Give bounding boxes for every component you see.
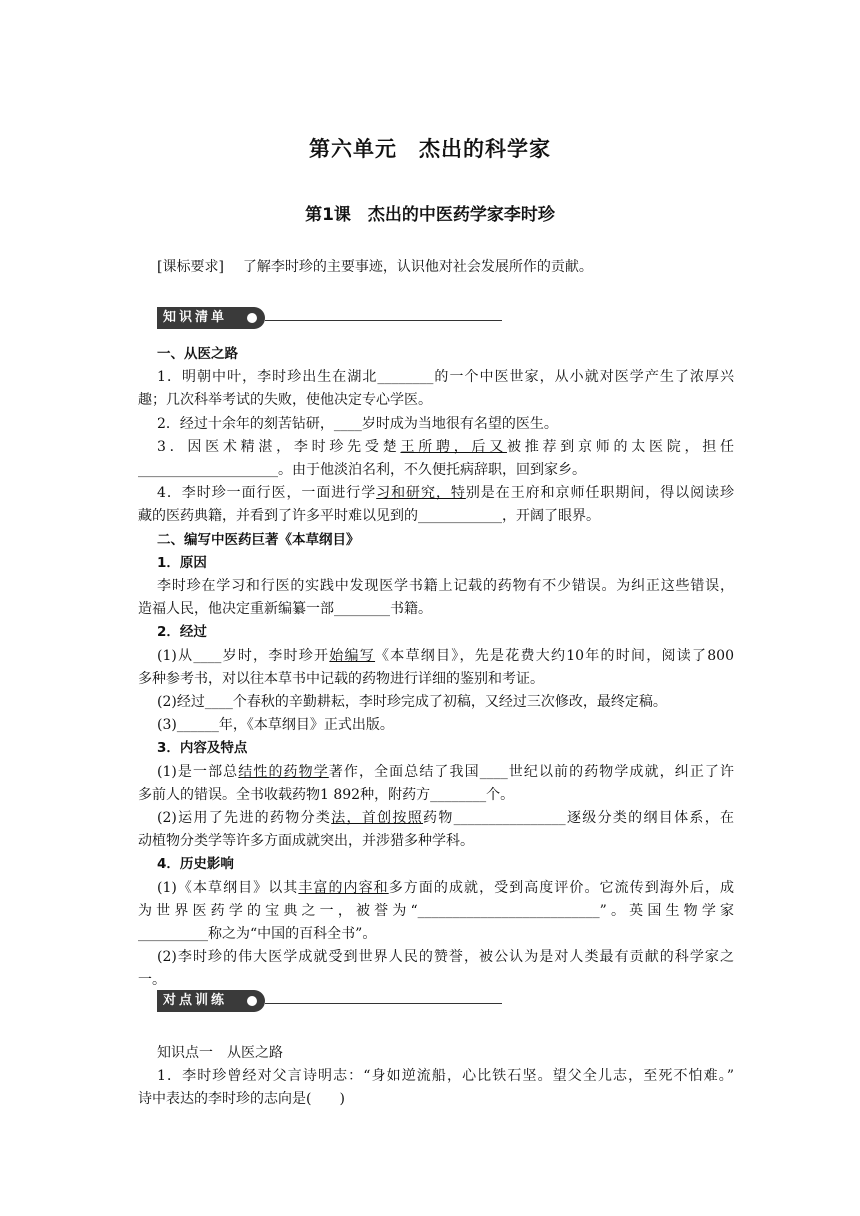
underlined-text: 王所聘，后又 xyxy=(400,438,507,455)
practice-content xyxy=(138,1042,734,1112)
paragraph-line xyxy=(138,761,734,784)
bullet-dot-icon xyxy=(247,313,257,323)
paragraph-line: (2)李时珍的伟大医学成就受到世界人民的赞誉，被公认为是对人类最有贡献的科学家之 xyxy=(157,949,734,966)
paragraph-line: 李时珍在学习和行医的实践中发现医学书籍上记载的药物有不少错误。为纠正这些错误， xyxy=(157,578,734,595)
paragraph-line: (2)经过____个春秋的辛勤耕耘，李时珍完成了初稿，又经过三次修改，最终定稿。 xyxy=(157,694,667,711)
paragraph-line: 多前人的错误。全书收载药物1 892种，附药方________个。 xyxy=(138,786,515,803)
underlined-text: 始编写 xyxy=(329,647,376,664)
text-run: (1)是一部总 xyxy=(157,763,239,780)
text-run: (1)从____岁时，李时珍开 xyxy=(157,647,330,664)
text-run: 《本草纲目》，先是花费大约10年的时间，阅读了800 xyxy=(375,647,734,664)
paragraph-line: 一。 xyxy=(138,972,166,989)
text-run: (1)《本草纲目》以其 xyxy=(157,879,299,896)
banner-label: 知识清单 xyxy=(157,307,265,329)
section-heading: 一、从医之路 xyxy=(157,346,238,362)
underlined-text: 结性的药物学 xyxy=(238,763,329,780)
paragraph-line: 1．明朝中叶，李时珍出生在湖北________的一个中医世家，从小就对医学产生了浓厚兴 xyxy=(157,369,734,386)
paragraph-line xyxy=(138,482,734,505)
text-run: 被推荐到京师的太医院，担任 xyxy=(506,438,734,455)
question-line: 诗中表达的李时珍的志向是( ) xyxy=(138,1091,345,1108)
text-run: 著作，全面总结了我国____世纪以前的药物学成就，纠正了许 xyxy=(328,763,735,780)
paragraph-line: 2．经过十余年的刻苦钻研，____岁时成为当地很有名望的医生。 xyxy=(157,415,558,432)
knowledge-content xyxy=(138,343,734,993)
text-run: 多方面的成就，受到高度评价。它流传到海外后，成 xyxy=(388,879,734,896)
curriculum-requirement xyxy=(157,256,593,276)
text-run: (2)运用了先进的药物分类 xyxy=(157,810,332,827)
paragraph-line: ____________________。由于他淡泊名利，不久便托病辞职，回到家乡。 xyxy=(138,462,586,479)
paragraph-line: (3)______年，《本草纲目》正式出版。 xyxy=(157,717,394,734)
underlined-text: 习和研究，特 xyxy=(376,485,466,502)
subsection-title: 3．内容及特点 xyxy=(157,740,248,757)
text-run: 4．李时珍一面行医，一面进行学 xyxy=(157,485,377,502)
paragraph-line: 造福人民，他决定重新编纂一部________书籍。 xyxy=(138,601,432,618)
paragraph-line: 藏的医药典籍，并看到了许多平时难以见到的____________，开阔了眼界。 xyxy=(138,508,600,525)
paragraph-line: 多种参考书，对以往本草书中记载的药物进行详细的鉴别和考证。 xyxy=(138,670,544,687)
unit-title: 第六单元 杰出的科学家 xyxy=(309,137,551,161)
bullet-dot-icon xyxy=(247,996,257,1006)
text-run: 别是在王府和京师任职期间，得以阅读珍 xyxy=(465,485,734,502)
question-line: 1．李时珍曾经对父言诗明志：“身如逆流船，心比铁石坚。望父全儿志，至死不怕难。” xyxy=(157,1068,734,1085)
text-run: 药物________________逐级分类的纲目体系，在 xyxy=(423,810,735,827)
knowledge-point-heading: 知识点一 从医之路 xyxy=(157,1045,283,1061)
subsection-title: 4．历史影响 xyxy=(157,856,234,873)
requirement-label: [课标要求] xyxy=(157,259,224,275)
practice-banner xyxy=(157,990,502,1012)
subsection-title: 1．原因 xyxy=(157,554,207,571)
banner-label: 对点训练 xyxy=(157,990,265,1012)
section-heading: 二、编写中医药巨著《本草纲目》 xyxy=(157,531,360,548)
subsection-title: 2．经过 xyxy=(157,624,207,641)
paragraph-line: 动植物分类学等许多方面成就突出，并涉猎多种学科。 xyxy=(138,833,474,850)
banner-rule xyxy=(265,1003,502,1004)
knowledge-list-banner xyxy=(157,307,502,329)
text-run: 3．因医术精湛，李时珍先受楚 xyxy=(157,438,401,455)
underlined-text: 法，首创按照 xyxy=(331,810,424,827)
underlined-text: 丰富的内容和 xyxy=(298,879,389,896)
paragraph-line: 为世界医药学的宝典之一，被誉为“__________________________”。英国生物学家 xyxy=(138,902,734,919)
paragraph-line xyxy=(138,436,734,459)
lesson-title: 第1课 杰出的中医药学家李时珍 xyxy=(305,205,555,225)
paragraph-line xyxy=(138,877,734,900)
paragraph-line xyxy=(138,645,734,668)
requirement-text: 了解李时珍的主要事迹，认识他对社会发展所作的贡献。 xyxy=(242,259,593,275)
paragraph-line xyxy=(138,807,734,830)
banner-rule xyxy=(265,320,502,321)
paragraph-line: __________称之为“中国的百科全书”。 xyxy=(138,926,377,943)
paragraph-line: 趣；几次科举考试的失败，使他决定专心学医。 xyxy=(138,392,432,409)
